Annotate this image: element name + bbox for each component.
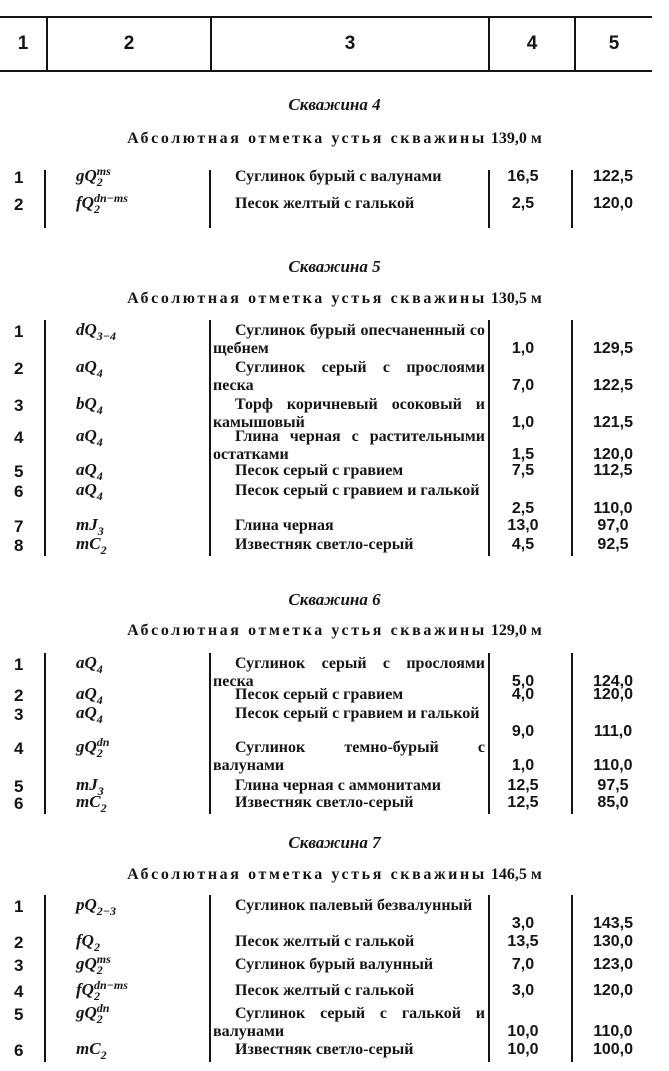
header-col-5: 5 — [574, 18, 652, 70]
lithology-description: Глина черная с аммонитами — [235, 777, 441, 794]
index-base: aQ — [76, 480, 97, 499]
table-row — [0, 931, 669, 955]
elevation-value: 146,5 м — [490, 866, 542, 883]
index-subscript: 4 — [96, 403, 103, 418]
well-title: Скважина 6 — [288, 590, 381, 609]
base-elevation: 120,0 — [592, 446, 634, 463]
row-number: 1 — [14, 322, 24, 341]
base-elevation: 112,5 — [593, 462, 633, 479]
index-scripts — [97, 737, 110, 759]
elevation-value: 139,0 м — [490, 130, 542, 147]
stratigraphic-index — [76, 792, 206, 814]
index-base: gQ — [76, 737, 97, 756]
row-number: 5 — [14, 777, 24, 796]
row-number: 4 — [14, 739, 24, 758]
layer-thickness: 7,5 — [511, 462, 535, 479]
lithology-description: Суглинок темно-бурый с валунами — [213, 739, 485, 774]
layer-thickness: 5,0 — [511, 673, 535, 690]
base-elevation: 97,0 — [597, 517, 629, 534]
elevation-value: 130,5 м — [490, 290, 542, 307]
index-base: aQ — [76, 653, 97, 672]
index-subscript: 4 — [96, 366, 103, 381]
index-subscript: 4 — [96, 469, 103, 484]
lithology-description: Суглинок серый с прослоями песка — [213, 359, 485, 394]
row-number: 2 — [14, 933, 24, 952]
lithology-description: Суглинок бурый с валунами — [235, 168, 442, 185]
index-subscript: 4 — [96, 712, 103, 727]
row-number: 1 — [14, 897, 24, 916]
layer-thickness: 7,0 — [511, 956, 535, 973]
elevation-line — [0, 622, 669, 640]
lithology-description: Известняк светло-серый — [235, 536, 414, 553]
elevation-label: Абсолютная отметка устья скважины — [127, 866, 487, 883]
layer-thickness: 2,5 — [511, 500, 535, 517]
row-number: 3 — [14, 396, 24, 415]
base-elevation: 110,0 — [593, 1023, 633, 1040]
row-number: 6 — [14, 482, 24, 501]
base-elevation: 124,0 — [592, 673, 634, 690]
index-base: mJ — [76, 515, 98, 534]
layer-thickness: 1,5 — [511, 446, 535, 463]
lithology-description: Глина черная с растительными остатками — [213, 428, 485, 463]
index-superscript: dn — [96, 735, 110, 750]
header-col-4: 4 — [488, 18, 574, 70]
header-col-3: 3 — [210, 18, 488, 70]
index-base: aQ — [76, 426, 97, 445]
layer-thickness: 3,0 — [511, 982, 535, 999]
table-row — [0, 952, 669, 978]
index-base: aQ — [76, 703, 97, 722]
lithology-description: Суглинок бурый опесчаненный со щебнем — [213, 322, 485, 357]
stratigraphic-index — [76, 394, 206, 416]
index-scripts — [97, 480, 103, 502]
lithology-description: Песок серый с гравием — [235, 462, 404, 479]
row-number: 5 — [14, 1005, 24, 1024]
base-elevation: 120,0 — [592, 686, 634, 703]
base-elevation: 130,0 — [592, 933, 634, 950]
index-scripts — [101, 534, 107, 556]
base-elevation: 129,5 — [592, 340, 634, 357]
base-elevation: 143,5 — [592, 915, 634, 932]
index-scripts — [101, 1039, 107, 1061]
row-number: 2 — [14, 195, 24, 214]
index-base: mC — [76, 792, 101, 811]
base-elevation: 92,5 — [597, 536, 629, 553]
row-number: 1 — [14, 655, 24, 674]
stratigraphic-index — [76, 426, 206, 448]
index-base: aQ — [76, 460, 97, 479]
table-row — [0, 534, 669, 558]
index-scripts — [97, 320, 116, 342]
layer-thickness: 1,0 — [511, 414, 535, 431]
table-header — [0, 16, 652, 72]
layer-thickness: 10,0 — [507, 1023, 539, 1040]
index-subscript: 3−4 — [96, 329, 117, 344]
table-row — [0, 978, 669, 1004]
index-scripts — [94, 980, 128, 1002]
lithology-description: Суглинок бурый валунный — [235, 956, 434, 973]
layer-thickness: 10,0 — [507, 1041, 539, 1058]
index-subscript: 2 — [100, 543, 107, 558]
index-base: gQ — [76, 954, 97, 973]
index-scripts — [97, 166, 111, 188]
base-elevation: 123,0 — [592, 956, 634, 973]
stratigraphic-index — [76, 895, 206, 917]
index-base: dQ — [76, 320, 97, 339]
index-base: mJ — [76, 775, 98, 794]
index-subscript: 4 — [96, 693, 103, 708]
row-number: 6 — [14, 1041, 24, 1060]
base-elevation: 122,5 — [592, 168, 634, 185]
base-elevation: 110,0 — [593, 500, 633, 517]
table-row — [0, 359, 669, 395]
well-title: Скважина 5 — [288, 257, 381, 276]
stratigraphic-index — [76, 931, 206, 953]
lithology-description: Песок желтый с галькой — [235, 982, 415, 999]
lithology-description: Песок серый с гравием — [235, 686, 404, 703]
layer-thickness: 3,0 — [511, 915, 535, 932]
lithology-description: Суглинок палевый безвалунный — [235, 897, 473, 914]
stratigraphic-index — [76, 1039, 206, 1061]
index-base: bQ — [76, 394, 97, 413]
index-scripts — [97, 653, 103, 675]
stratigraphic-index — [76, 480, 206, 502]
table-row — [0, 1001, 669, 1041]
base-elevation: 100,0 — [592, 1041, 634, 1058]
row-number: 3 — [14, 956, 24, 975]
row-number: 5 — [14, 462, 24, 481]
index-subscript: 2 — [93, 940, 100, 955]
base-elevation: 121,5 — [592, 414, 634, 431]
index-subscript: 3 — [97, 784, 104, 799]
row-number: 2 — [14, 686, 24, 705]
stratigraphic-index — [76, 980, 206, 1002]
stratigraphic-index — [76, 534, 206, 556]
index-base: fQ — [76, 980, 94, 999]
stratigraphic-index — [76, 703, 206, 725]
lithology-description: Песок желтый с галькой — [235, 933, 415, 950]
well-title: Скважина 4 — [288, 95, 381, 114]
table-row — [0, 792, 669, 816]
table-row — [0, 735, 669, 775]
index-base: fQ — [76, 931, 94, 950]
layer-thickness: 7,0 — [511, 377, 535, 394]
index-superscript: dn — [96, 1001, 110, 1016]
lithology-description: Песок серый с гравием и галькой — [235, 705, 480, 722]
index-subscript: 4 — [96, 489, 103, 504]
row-number: 3 — [14, 705, 24, 724]
layer-thickness: 12,5 — [507, 794, 539, 811]
layer-thickness: 4,5 — [511, 536, 535, 553]
layer-thickness: 13,5 — [507, 933, 539, 950]
lithology-description: Известняк светло-серый — [235, 794, 414, 811]
layer-thickness: 2,5 — [511, 195, 535, 212]
index-subscript: 2 — [96, 175, 103, 190]
index-subscript: 2 — [96, 963, 103, 978]
index-subscript: 2 — [96, 746, 103, 761]
lithology-description: Песок серый с гравием и галькой — [235, 482, 480, 499]
layer-thickness: 9,0 — [511, 723, 535, 740]
index-superscript: ms — [96, 952, 111, 967]
header-col-1: 1 — [17, 33, 29, 54]
elevation-label: Абсолютная отметка устья скважины — [127, 290, 487, 307]
index-base: mC — [76, 1039, 101, 1058]
index-scripts — [97, 895, 116, 917]
index-base: fQ — [76, 193, 94, 212]
index-subscript: 3 — [97, 524, 104, 539]
index-base: aQ — [76, 684, 97, 703]
layer-thickness: 13,0 — [507, 517, 539, 534]
layer-thickness: 4,0 — [511, 686, 535, 703]
index-base: pQ — [76, 895, 97, 914]
base-elevation: 120,0 — [592, 195, 634, 212]
base-elevation: 85,0 — [597, 794, 629, 811]
table-row — [0, 1039, 669, 1063]
layer-thickness: 16,5 — [507, 168, 539, 185]
stratigraphic-index — [76, 357, 206, 379]
layer-thickness: 12,5 — [507, 777, 539, 794]
row-number: 2 — [14, 359, 24, 378]
lithology-description: Песок желтый с галькой — [235, 195, 415, 212]
index-base: mC — [76, 534, 101, 553]
table-row — [0, 460, 669, 484]
elevation-label: Абсолютная отметка устья скважины — [127, 130, 487, 147]
index-subscript: 4 — [96, 662, 103, 677]
index-subscript: 2−3 — [96, 904, 117, 919]
lithology-description: Торф коричневый осоковый и камышовый — [213, 396, 485, 431]
stratigraphic-index — [76, 653, 206, 675]
table-row — [0, 428, 669, 464]
index-subscript: 2 — [100, 1048, 107, 1063]
base-elevation: 120,0 — [592, 982, 634, 999]
well-title: Скважина 7 — [288, 833, 381, 852]
layer-thickness: 1,0 — [511, 757, 535, 774]
layer-thickness: 1,0 — [511, 340, 535, 357]
index-scripts — [94, 931, 100, 953]
index-scripts — [97, 357, 103, 379]
base-elevation: 110,0 — [593, 757, 633, 774]
index-scripts — [101, 792, 107, 814]
base-elevation: 122,5 — [592, 377, 634, 394]
lithology-description: Суглинок серый с прослоями песка — [213, 655, 485, 690]
elevation-line — [0, 290, 669, 308]
index-scripts — [97, 426, 103, 448]
index-scripts — [94, 193, 128, 215]
header-col-2: 2 — [46, 18, 210, 70]
index-subscript: 2 — [93, 989, 100, 1004]
table-row — [0, 897, 669, 933]
stratigraphic-index — [76, 1003, 206, 1025]
index-subscript: 2 — [100, 801, 107, 816]
elevation-line — [0, 130, 669, 148]
row-number: 1 — [14, 168, 24, 187]
lithology-description: Глина черная — [235, 517, 334, 534]
table-row — [0, 684, 669, 708]
stratigraphic-index — [76, 166, 206, 188]
index-subscript: 2 — [93, 202, 100, 217]
table-row — [0, 322, 669, 358]
lithology-description: Известняк светло-серый — [235, 1041, 414, 1058]
index-base: gQ — [76, 166, 97, 185]
table-row — [0, 191, 669, 217]
stratigraphic-index — [76, 954, 206, 976]
lithology-description: Суглинок серый с галькой и валунами — [213, 1005, 485, 1040]
stratigraphic-index — [76, 320, 206, 342]
row-number: 4 — [14, 982, 24, 1001]
index-scripts — [97, 394, 103, 416]
elevation-label: Абсолютная отметка устья скважины — [127, 622, 487, 639]
index-subscript: 4 — [96, 435, 103, 450]
index-base: aQ — [76, 357, 97, 376]
index-scripts — [97, 1003, 110, 1025]
table-row — [0, 164, 669, 190]
base-elevation: 97,5 — [597, 777, 629, 794]
elevation-value: 129,0 м — [490, 622, 542, 639]
row-number: 6 — [14, 794, 24, 813]
index-scripts — [97, 954, 111, 976]
index-superscript: dn−ms — [93, 978, 128, 993]
stratigraphic-index — [76, 193, 206, 215]
row-number: 7 — [14, 517, 24, 536]
elevation-line — [0, 866, 669, 884]
index-subscript: 2 — [96, 1012, 103, 1027]
row-number: 4 — [14, 428, 24, 447]
stratigraphic-index — [76, 737, 206, 759]
index-superscript: dn−ms — [93, 191, 128, 206]
index-superscript: ms — [96, 164, 111, 179]
base-elevation: 111,0 — [593, 723, 633, 740]
stratigraphic-index — [76, 460, 206, 482]
index-scripts — [97, 703, 103, 725]
row-number: 8 — [14, 536, 24, 555]
index-base: gQ — [76, 1003, 97, 1022]
